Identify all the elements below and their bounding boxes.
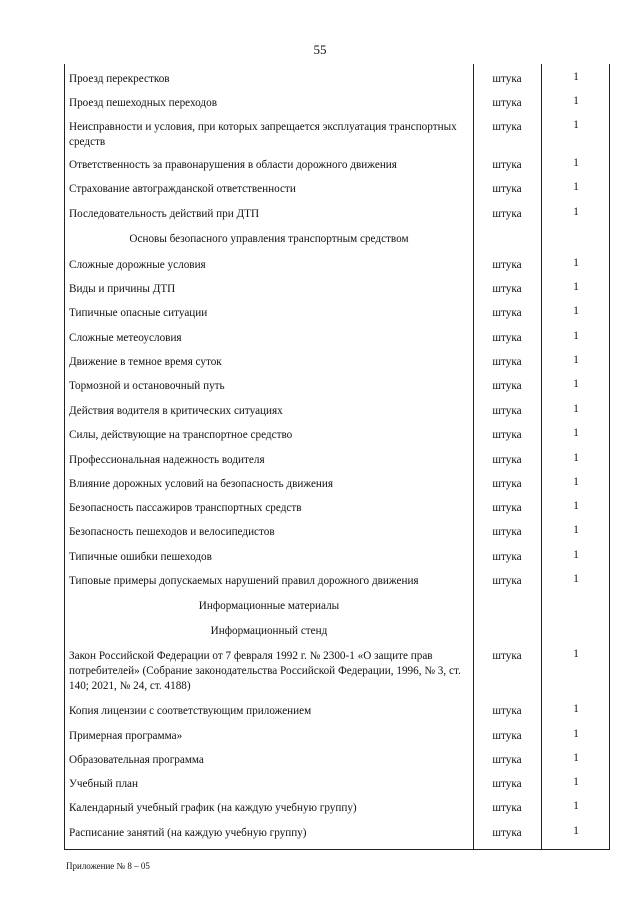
item-quantity: 1 bbox=[573, 524, 579, 536]
item-unit: штука bbox=[492, 551, 522, 563]
item-unit: штука bbox=[492, 575, 522, 587]
item-unit: штука bbox=[492, 97, 522, 109]
item-unit: штука bbox=[492, 526, 522, 538]
item-quantity: 1 bbox=[573, 549, 579, 561]
item-quantity: 1 bbox=[573, 500, 579, 512]
item-name: Профессиональная надежность водителя bbox=[69, 454, 265, 466]
item-quantity: 1 bbox=[573, 573, 579, 585]
item-quantity: 1 bbox=[573, 476, 579, 488]
item-name: Виды и причины ДТП bbox=[69, 283, 176, 295]
item-name: Страхование автогражданской ответственности bbox=[69, 183, 296, 195]
item-unit: штука bbox=[492, 73, 522, 85]
item-unit: штука bbox=[492, 705, 522, 717]
item-name: Примерная программа» bbox=[69, 730, 183, 742]
item-quantity: 1 bbox=[573, 181, 579, 193]
item-unit: штука bbox=[492, 283, 522, 295]
item-name: Проезд перекрестков bbox=[69, 73, 170, 85]
item-name: Закон Российской Федерации от 7 февраля 1992 г. № 2300-1 «О защите прав потребителей» (Собрание законодательства Российской Федерации, 1996, № 3, ст. 140; 2021, № 24, ст. 4188) bbox=[69, 650, 461, 692]
item-unit: штука bbox=[492, 332, 522, 344]
equipment-table bbox=[64, 64, 610, 850]
item-quantity: 1 bbox=[573, 157, 579, 169]
item-quantity: 1 bbox=[573, 403, 579, 415]
item-name: Информационный стенд bbox=[210, 625, 328, 637]
item-unit: штука bbox=[492, 754, 522, 766]
item-quantity: 1 bbox=[573, 452, 579, 464]
item-name: Расписание занятий (на каждую учебную группу) bbox=[69, 827, 307, 839]
item-quantity: 1 bbox=[573, 648, 579, 660]
item-name: Копия лицензии с соответствующим приложением bbox=[69, 705, 312, 717]
item-unit: штука bbox=[492, 827, 522, 839]
item-name: Календарный учебный график (на каждую учебную группу) bbox=[69, 802, 357, 814]
item-name: Образовательная программа bbox=[69, 754, 204, 766]
item-quantity: 1 bbox=[573, 378, 579, 390]
item-quantity: 1 bbox=[573, 95, 579, 107]
item-unit: штука bbox=[492, 159, 522, 171]
item-unit: штука bbox=[492, 208, 522, 220]
item-unit: штука bbox=[492, 502, 522, 514]
item-name: Движение в темное время суток bbox=[69, 356, 222, 368]
item-name: Проезд пешеходных переходов bbox=[69, 97, 217, 109]
item-name: Безопасность пешеходов и велосипедистов bbox=[69, 526, 275, 538]
item-unit: штука bbox=[492, 454, 522, 466]
item-unit: штука bbox=[492, 356, 522, 368]
item-name: Ответственность за правонарушения в области дорожного движения bbox=[69, 159, 397, 171]
item-quantity: 1 bbox=[573, 257, 579, 269]
item-quantity: 1 bbox=[573, 752, 579, 764]
item-unit: штука bbox=[492, 478, 522, 490]
item-unit: штука bbox=[492, 650, 522, 662]
item-unit: штука bbox=[492, 802, 522, 814]
item-name: Силы, действующие на транспортное средство bbox=[69, 429, 293, 441]
item-name: Типовые примеры допускаемых нарушений правил дорожного движения bbox=[69, 575, 419, 587]
page-number: 55 bbox=[313, 42, 327, 57]
item-quantity: 1 bbox=[573, 354, 579, 366]
item-unit: штука bbox=[492, 259, 522, 271]
item-name: Последовательность действий при ДТП bbox=[69, 208, 260, 220]
item-quantity: 1 bbox=[573, 825, 579, 837]
item-name: Основы безопасного управления транспортным средством bbox=[129, 233, 409, 245]
item-name: Влияние дорожных условий на безопасность движения bbox=[69, 478, 334, 490]
item-unit: штука bbox=[492, 380, 522, 392]
item-unit: штука bbox=[492, 183, 522, 195]
item-unit: штука bbox=[492, 121, 522, 133]
item-quantity: 1 bbox=[573, 728, 579, 740]
item-name: Действия водителя в критических ситуациях bbox=[69, 405, 283, 417]
page-footer: Приложение № 8 – 05 bbox=[66, 861, 150, 871]
item-quantity: 1 bbox=[573, 427, 579, 439]
item-quantity: 1 bbox=[573, 776, 579, 788]
item-quantity: 1 bbox=[573, 206, 579, 218]
item-unit: штука bbox=[492, 307, 522, 319]
item-name: Учебный план bbox=[69, 778, 139, 790]
item-unit: штука bbox=[492, 429, 522, 441]
item-name: Безопасность пассажиров транспортных средств bbox=[69, 502, 302, 514]
item-name: Информационные материалы bbox=[198, 600, 340, 612]
item-name: Тормозной и остановочный путь bbox=[69, 380, 225, 392]
item-quantity: 1 bbox=[573, 703, 579, 715]
item-name: Сложные метеоусловия bbox=[69, 332, 182, 344]
item-quantity: 1 bbox=[573, 71, 579, 83]
item-unit: штука bbox=[492, 405, 522, 417]
item-quantity: 1 bbox=[573, 119, 579, 131]
item-name: Типичные ошибки пешеходов bbox=[69, 551, 212, 563]
item-quantity: 1 bbox=[573, 330, 579, 342]
item-name: Типичные опасные ситуации bbox=[69, 307, 208, 319]
item-quantity: 1 bbox=[573, 800, 579, 812]
item-name: Сложные дорожные условия bbox=[69, 259, 206, 271]
item-quantity: 1 bbox=[573, 305, 579, 317]
item-quantity: 1 bbox=[573, 281, 579, 293]
item-name: Неисправности и условия, при которых запрещается эксплуатация транспортных средств bbox=[69, 121, 457, 148]
item-unit: штука bbox=[492, 778, 522, 790]
item-unit: штука bbox=[492, 730, 522, 742]
